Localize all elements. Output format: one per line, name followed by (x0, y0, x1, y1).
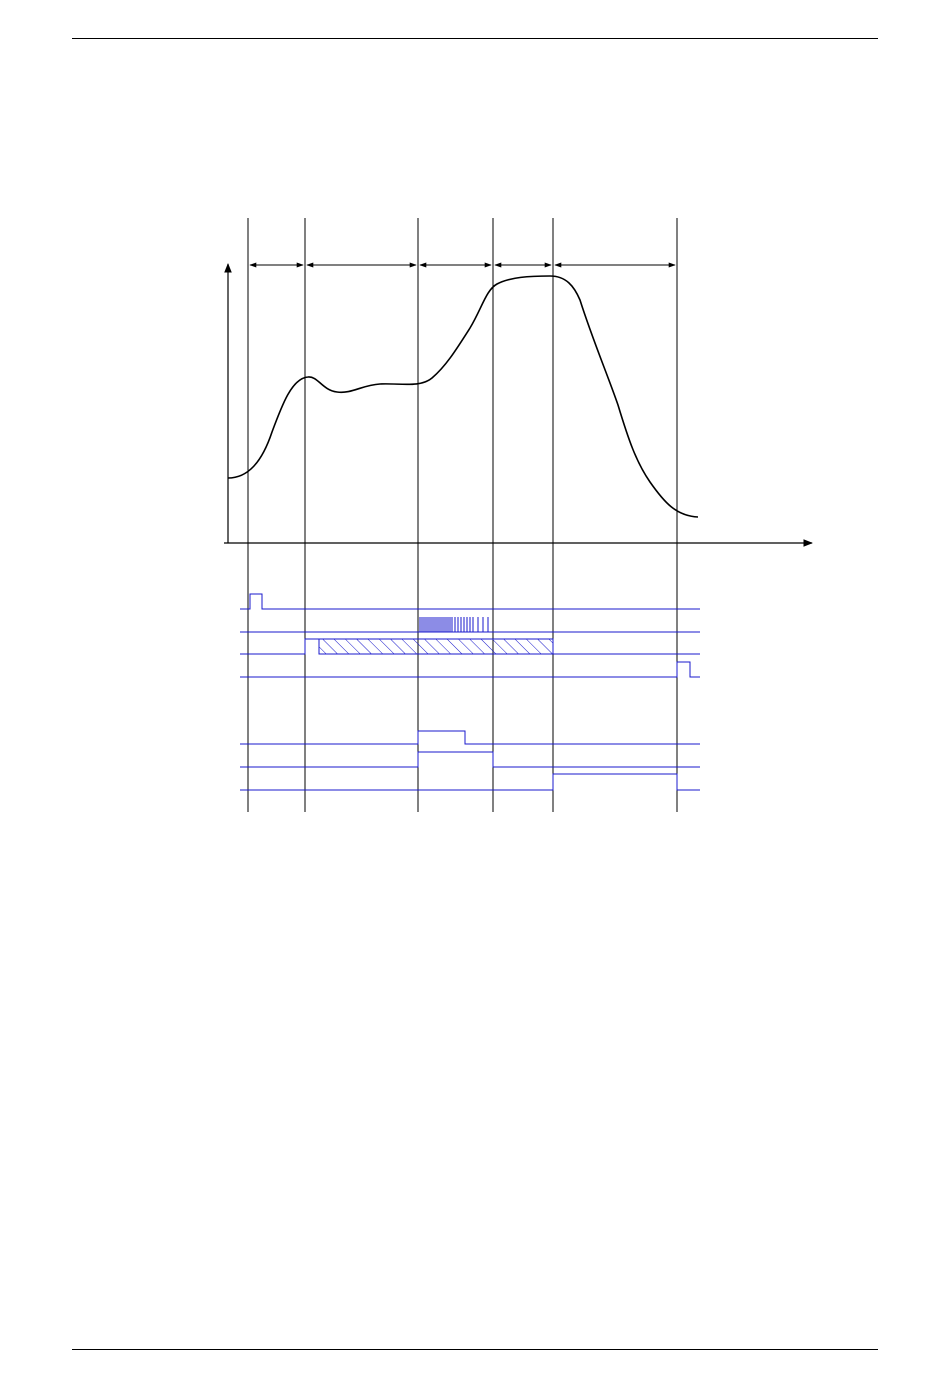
main-curve (228, 276, 698, 517)
phase-boundaries (248, 218, 677, 812)
signal-lane-1 (240, 594, 700, 609)
signal-lane-7 (240, 774, 700, 790)
axes (224, 264, 812, 543)
footer-rule (72, 1349, 878, 1350)
signal-lane-6 (240, 752, 700, 767)
signal-lane-4 (240, 662, 700, 677)
pulse-train (420, 617, 488, 632)
signal-lane-5 (240, 731, 700, 744)
hatched-active-band (319, 639, 553, 654)
